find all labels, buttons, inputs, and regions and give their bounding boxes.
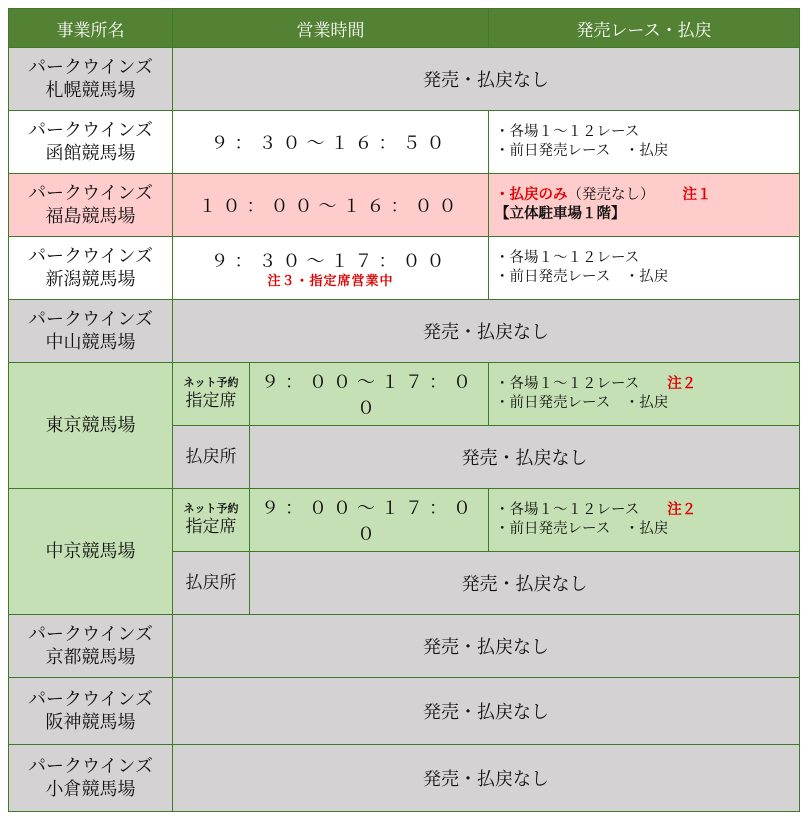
header-office: 事業所名 xyxy=(9,9,173,48)
office-cell: パークウインズ 福島競馬場 xyxy=(9,174,173,237)
location-note: 【立体駐車場１階】 xyxy=(495,206,626,222)
races-cell xyxy=(489,174,800,237)
no-sales-cell: 発売・払戻なし xyxy=(173,300,800,363)
office-cell: パークウインズ 函館競馬場 xyxy=(9,111,173,174)
hours-cell: ９：００～１７：００ xyxy=(250,363,489,426)
race-schedule-table xyxy=(8,8,800,812)
refund-office-label: 払戻所 xyxy=(173,552,250,615)
hours-cell: ９：３０～１６：５０ xyxy=(173,111,489,174)
header-hours: 営業時間 xyxy=(173,9,489,48)
no-sales-cell: 発売・払戻なし xyxy=(250,426,800,489)
no-sales-cell: 発売・払戻なし xyxy=(173,745,800,812)
table-row xyxy=(9,615,800,678)
office-cell: 東京競馬場 xyxy=(9,363,173,489)
reserved-seat-label: ネット予約 指定席 xyxy=(173,363,250,426)
table-row xyxy=(9,489,800,552)
office-cell: パークウインズ 新潟競馬場 xyxy=(9,237,173,300)
hours-cell: １０：００～１６：００ xyxy=(173,174,489,237)
office-cell: パークウインズ 京都競馬場 xyxy=(9,615,173,678)
note-2: 注２ xyxy=(667,376,697,392)
races-cell: ・各場１～１２レース 注２ ・前日発売レース ・払戻 xyxy=(489,363,800,426)
note-3: 注３・指定席営業中 xyxy=(267,273,394,289)
refund-only-label: ・払戻のみ xyxy=(495,187,568,203)
table-row xyxy=(9,48,800,111)
races-cell: ・各場１～１２レース ・前日発売レース ・払戻 xyxy=(489,237,800,300)
hours-cell: ９：００～１７：００ xyxy=(250,489,489,552)
office-cell: パークウインズ 中山競馬場 xyxy=(9,300,173,363)
table-row xyxy=(9,678,800,745)
note-2: 注２ xyxy=(667,502,697,518)
table-row xyxy=(9,237,800,300)
table-row xyxy=(9,300,800,363)
no-sales-cell: 発売・払戻なし xyxy=(173,678,800,745)
office-cell: パークウインズ 小倉競馬場 xyxy=(9,745,173,812)
table-row xyxy=(9,111,800,174)
hours-cell: ９：３０～１７：００ 注３・指定席営業中 xyxy=(173,237,489,300)
refund-office-label: 払戻所 xyxy=(173,426,250,489)
reserved-seat-label: ネット予約 指定席 xyxy=(173,489,250,552)
no-sales-cell: 発売・払戻なし xyxy=(173,615,800,678)
table-row xyxy=(9,745,800,812)
refund-paren: （発売なし） xyxy=(567,187,655,203)
office-cell: パークウインズ 阪神競馬場 xyxy=(9,678,173,745)
no-sales-cell: 発売・払戻なし xyxy=(173,48,800,111)
header-row xyxy=(9,9,800,48)
office-cell: パークウインズ 札幌競馬場 xyxy=(9,48,173,111)
table-row xyxy=(9,174,800,237)
table-row xyxy=(9,363,800,426)
header-races: 発売レース・払戻 xyxy=(489,9,800,48)
races-cell: ・各場１～１２レース ・前日発売レース ・払戻 xyxy=(489,111,800,174)
no-sales-cell: 発売・払戻なし xyxy=(250,552,800,615)
note-1: 注１ xyxy=(682,187,712,203)
races-cell: ・各場１～１２レース 注２ ・前日発売レース ・払戻 xyxy=(489,489,800,552)
office-cell: 中京競馬場 xyxy=(9,489,173,615)
